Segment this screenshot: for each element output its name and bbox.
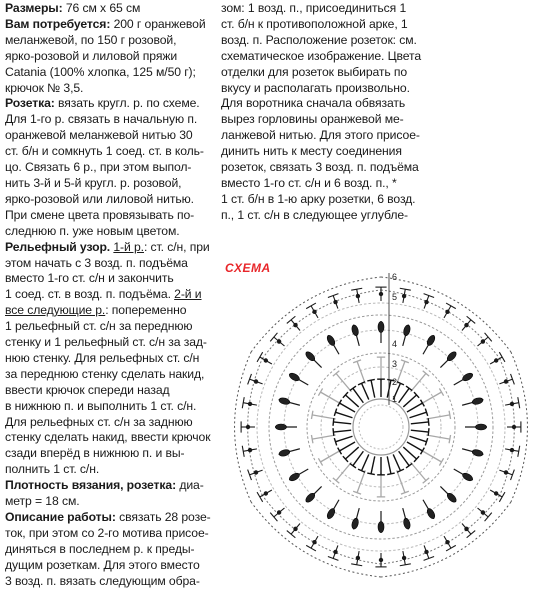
- right-line: Для воротника сначала обвязать: [221, 96, 406, 111]
- right-column: [221, 1, 433, 224]
- inner-shell-stem: [426, 415, 450, 419]
- gauge-label: Плотность вязания, розетка:: [5, 478, 177, 493]
- outer-stitch-bell: [481, 339, 485, 343]
- relief-line: 1 соед. ст. в возд. п. подъёма.: [5, 287, 171, 302]
- outer-stitch-bell: [464, 527, 468, 531]
- cluster-bell: [472, 397, 484, 406]
- relief-stitch: [353, 388, 364, 403]
- materials-label: Вам потребуется:: [5, 16, 111, 31]
- sizes-paragraph: [5, 1, 213, 17]
- relief-stitch: [411, 430, 429, 432]
- right-line: возд. п. Расположение розеток: см.: [221, 32, 417, 47]
- rosette-line: нить 3-й и 5-й кругл. р. розовой,: [5, 175, 182, 190]
- materials-line: крючок № 3,5.: [5, 80, 84, 95]
- rosette-line: ярко-розовой или лиловой нитью.: [5, 191, 194, 206]
- work-line: 3 возд. п. вязать следующим обра-: [5, 573, 200, 588]
- relief-line: 1 рельефный ст. с/н за переднюю: [5, 319, 193, 334]
- outer-stitch-top: [257, 352, 263, 362]
- relief-stitch: [411, 422, 429, 424]
- inner-shell-stem: [421, 450, 442, 462]
- inner-shell-stem: [421, 392, 442, 404]
- row5-chain-arc: [262, 290, 381, 359]
- chain-ring: [269, 315, 493, 539]
- relief-stitch: [387, 456, 391, 474]
- row5-chain-arc: [381, 290, 500, 359]
- relief-stitch-top: [333, 428, 334, 436]
- relief-line: стенку и 1 рельефный ст. с/н за зад-: [5, 335, 207, 350]
- relief-stitch-top: [350, 386, 356, 391]
- relief-row2: 2-й и: [174, 287, 202, 302]
- relief-line: Для рельефных ст. с/н за заднюю: [5, 414, 193, 429]
- gauge-paragraph: [5, 478, 213, 510]
- outer-stitch-bell: [510, 448, 514, 452]
- outer-stitch-bell: [264, 491, 268, 495]
- relief-stitch-top: [428, 428, 429, 436]
- outer-stitch-top: [485, 513, 492, 522]
- outer-stitch-bell: [504, 379, 508, 383]
- relief-stitch: [410, 436, 427, 442]
- outer-stitch-bell: [494, 358, 498, 362]
- inner-shell-stem: [312, 435, 336, 439]
- relief-stitch-top: [367, 473, 375, 475]
- inner-shell-top: [318, 458, 322, 465]
- work-line: дущим розеткам. Для этого вместо: [5, 557, 200, 572]
- relief-rows-next: все следующие р.: [5, 303, 106, 318]
- row-marker: 6: [392, 272, 398, 282]
- relief-line: вместо 1-го ст. с/н и закончить: [5, 271, 174, 286]
- outer-stitch-top: [306, 545, 316, 551]
- relief-line: сзади вперёд в нижнюю п. и вы-: [5, 446, 185, 461]
- outer-stitch-top: [499, 492, 505, 502]
- outer-stitch-bell: [312, 540, 316, 544]
- outer-stitch-top: [306, 303, 316, 309]
- outer-stitch-top: [270, 333, 277, 342]
- relief-stitch: [399, 451, 410, 466]
- relief-line: : ст. с/н, при: [143, 239, 210, 254]
- right-line: вкусу и располагать произвольно.: [221, 80, 410, 95]
- row-marker: 1: [392, 394, 398, 404]
- outer-stitch-top: [467, 316, 476, 323]
- relief-stitch: [371, 456, 375, 474]
- materials-line: меланжевой, по 150 г розовой,: [5, 32, 177, 47]
- relief-stitch: [361, 383, 368, 399]
- relief-stitch: [399, 388, 410, 403]
- outer-stitch-bell: [248, 448, 252, 452]
- relief-stitch: [333, 430, 351, 432]
- relief-stitch-top: [406, 463, 412, 468]
- work-line: диняться в последнем р. к преды-: [5, 541, 195, 556]
- relief-stitch: [345, 447, 358, 459]
- relief-stitch-top: [350, 463, 356, 468]
- inner-shell-stem: [426, 435, 450, 439]
- relief-stitch: [403, 447, 416, 459]
- relief-row1: 1-й р.: [113, 239, 144, 254]
- materials-line: 200 г оранжевой: [110, 16, 206, 31]
- outer-stitch-bell: [254, 379, 258, 383]
- materials-paragraph: [5, 17, 213, 97]
- relief-stitch: [361, 454, 368, 470]
- row-marker: 2: [392, 377, 398, 387]
- relief-stitch: [371, 380, 375, 398]
- diagram-static: [235, 273, 528, 577]
- diagram-row-markers: [392, 272, 397, 404]
- work-label: Описание работы:: [5, 510, 116, 524]
- outer-stitch-top: [287, 531, 296, 538]
- outer-stitch-bell: [248, 402, 252, 406]
- relief-stitch: [393, 454, 400, 470]
- outer-stitch-bell: [512, 425, 516, 429]
- materials-line: Catania (100% хлопка, 125 м/50 г);: [5, 64, 196, 79]
- inner-shell-stem: [357, 361, 365, 384]
- outer-stitch-top: [270, 513, 277, 522]
- inner-shell-stem: [397, 361, 405, 384]
- right-line: отделки для розеток выбирать по: [221, 64, 408, 79]
- rosette-line: следнюю п. уже новым цветом.: [5, 223, 180, 238]
- right-line: зом: 1 возд. п., присоединиться 1: [221, 1, 407, 15]
- inner-shell-stem: [397, 470, 405, 493]
- outer-stitch-bell: [277, 339, 281, 343]
- outer-stitch-bell: [504, 470, 508, 474]
- outer-stitch-bell: [379, 292, 383, 296]
- relief-label: Рельефный узор.: [5, 239, 111, 254]
- rosette-line: оранжевой меланжевой нитью 30: [5, 128, 193, 143]
- relief-stitch: [339, 442, 355, 451]
- cluster-bell: [326, 507, 337, 520]
- relief-stitch: [410, 412, 427, 418]
- outer-stitch-top: [446, 303, 456, 309]
- outer-stitch-bell: [402, 294, 406, 298]
- inner-shell-top: [449, 435, 450, 443]
- row-marker: 5: [392, 292, 398, 302]
- right-line: розеток, связать 3 возд. п. подъёма: [221, 160, 419, 175]
- outer-stitch-bell: [424, 550, 428, 554]
- outer-stitch-bell: [293, 527, 297, 531]
- relief-stitch: [333, 422, 351, 424]
- relief-stitch: [335, 412, 352, 418]
- row-marker: 3: [392, 359, 398, 369]
- rosette-paragraph: [5, 96, 213, 239]
- outer-stitch-bell: [445, 310, 449, 314]
- inner-shell-stem: [312, 415, 336, 419]
- cluster-bell: [288, 372, 301, 383]
- outer-stitch-bell: [246, 425, 250, 429]
- row-marker: 4: [392, 339, 398, 349]
- diagram-title: СХЕМА: [225, 261, 271, 275]
- relief-stitch: [335, 436, 352, 442]
- cluster-bell: [426, 334, 437, 347]
- relief-line: этом начать с 3 возд. п. подъёма: [5, 255, 188, 270]
- relief-stitch-top: [367, 379, 375, 381]
- outer-stitch-bell: [402, 556, 406, 560]
- relief-stitch: [339, 403, 355, 412]
- outer-stitch-bell: [510, 402, 514, 406]
- relief-line: за переднюю стенку сделать накид,: [5, 366, 205, 381]
- rosette-line: вязать кругл. р. по схеме.: [54, 96, 200, 111]
- relief-line: стенку сделать накид, ввести крючок: [5, 430, 211, 445]
- cluster-bell: [276, 424, 287, 430]
- outer-stitch-bell: [424, 300, 428, 304]
- center-ring: [353, 399, 409, 455]
- inner-shell-top: [311, 435, 312, 443]
- inner-shell-top: [311, 411, 312, 419]
- cluster-bell: [351, 324, 360, 336]
- rosette-line: Для 1-го р. связать в начальную п.: [5, 112, 198, 127]
- relief-line: : попеременно: [105, 303, 187, 318]
- relief-stitch-top: [428, 418, 429, 426]
- outer-stitch-bell: [481, 510, 485, 514]
- materials-line: ярко-розовой и лиловой пряжи: [5, 48, 178, 63]
- relief-line: ввести крючок спереди назад: [5, 382, 170, 397]
- outer-stitch-bell: [333, 550, 337, 554]
- relief-stitch-top: [333, 418, 334, 426]
- right-line: вместо 1-го ст. с/н и 6 возд. п., *: [221, 175, 397, 190]
- inner-shell-stem: [357, 470, 365, 493]
- outer-stitch-top: [446, 545, 456, 551]
- relief-paragraph: [5, 240, 213, 479]
- relief-stitch: [407, 442, 423, 451]
- inner-shell-top: [449, 411, 450, 419]
- sizes-value: 76 см х 65 см: [62, 1, 141, 15]
- relief-stitch-top: [387, 473, 395, 475]
- gauge-line: диа-: [176, 478, 204, 493]
- outer-stitch-top: [467, 531, 476, 538]
- row5-chain-arc: [262, 496, 381, 565]
- outer-stitch-bell: [312, 310, 316, 314]
- work-line: связать 28 розе-: [115, 510, 211, 524]
- inner-shell-top: [439, 388, 443, 395]
- sizes-label: Размеры:: [5, 1, 63, 15]
- outer-stitch-top: [287, 316, 296, 323]
- outer-stitch-bell: [379, 558, 383, 562]
- outer-stitch-bell: [464, 323, 468, 327]
- rosette-line: ст. б/н и сомкнуть 1 соед. ст. в коль-: [5, 144, 204, 159]
- outer-stitch-bell: [445, 540, 449, 544]
- cluster-bell: [288, 472, 301, 483]
- work-line: ток, при этом со 2-го мотива присое-: [5, 525, 209, 540]
- outer-stitch-bell: [264, 358, 268, 362]
- cluster-bell: [476, 424, 487, 430]
- gauge-line: метр = 18 см.: [5, 494, 80, 509]
- outer-stitch-bell: [333, 300, 337, 304]
- right-line: п., 1 ст. с/н в следующее углубле-: [221, 207, 408, 222]
- relief-line: в нижнюю п. и выполнить 1 ст. с/н.: [5, 398, 197, 413]
- relief-stitch: [345, 395, 358, 407]
- right-line: ст. б/н к противоположной арке, 1: [221, 16, 408, 31]
- outer-stitch-bell: [356, 556, 360, 560]
- center-chain-ring: [359, 405, 403, 449]
- relief-stitch-top: [406, 386, 412, 391]
- outer-stitch-bell: [293, 323, 297, 327]
- rosette-line: При смене цвета провязывать по-: [5, 207, 195, 222]
- crochet-rosette-diagram: [205, 255, 557, 603]
- right-paragraph: [221, 1, 433, 224]
- inner-shell-stem: [320, 392, 341, 404]
- relief-line: полнить 1 ст. с/н.: [5, 462, 100, 477]
- right-line: ланжевой нитью. Для этого присое-: [221, 128, 420, 143]
- cluster-bell: [426, 507, 437, 520]
- outer-stitch-bell: [254, 470, 258, 474]
- right-line: 1 ст. б/н в 1-ю арку розетки, 6 возд.: [221, 191, 416, 206]
- relief-line: нюю стенку. Для рельефных ст. с/н: [5, 350, 200, 365]
- outer-stitch-bell: [277, 510, 281, 514]
- rosette-line: цо. Связать 6 р., при этом выпол-: [5, 160, 192, 175]
- cluster-bell: [461, 372, 474, 383]
- right-line: схематическое изображение. Цвета: [221, 48, 422, 63]
- relief-stitch: [403, 395, 416, 407]
- outer-stitch-bell: [356, 294, 360, 298]
- cluster-bell: [461, 472, 474, 483]
- rosette-label: Розетка:: [5, 96, 55, 111]
- inner-shell-top: [318, 388, 322, 395]
- left-column: [5, 1, 213, 590]
- cluster-bell: [326, 334, 337, 347]
- outer-stitch-top: [485, 333, 492, 342]
- outer-stitch-bell: [494, 491, 498, 495]
- inner-shell-top: [439, 458, 443, 465]
- row5-chain-arc: [381, 496, 500, 565]
- right-line: вырез горловины оранжевой ме-: [221, 112, 404, 127]
- cluster-bell: [403, 324, 412, 336]
- work-paragraph: [5, 510, 213, 590]
- relief-stitch: [407, 403, 423, 412]
- cluster-bell: [378, 322, 384, 333]
- cluster-bell: [378, 522, 384, 533]
- right-line: динить нить к месту соединения: [221, 144, 402, 159]
- relief-stitch: [353, 451, 364, 466]
